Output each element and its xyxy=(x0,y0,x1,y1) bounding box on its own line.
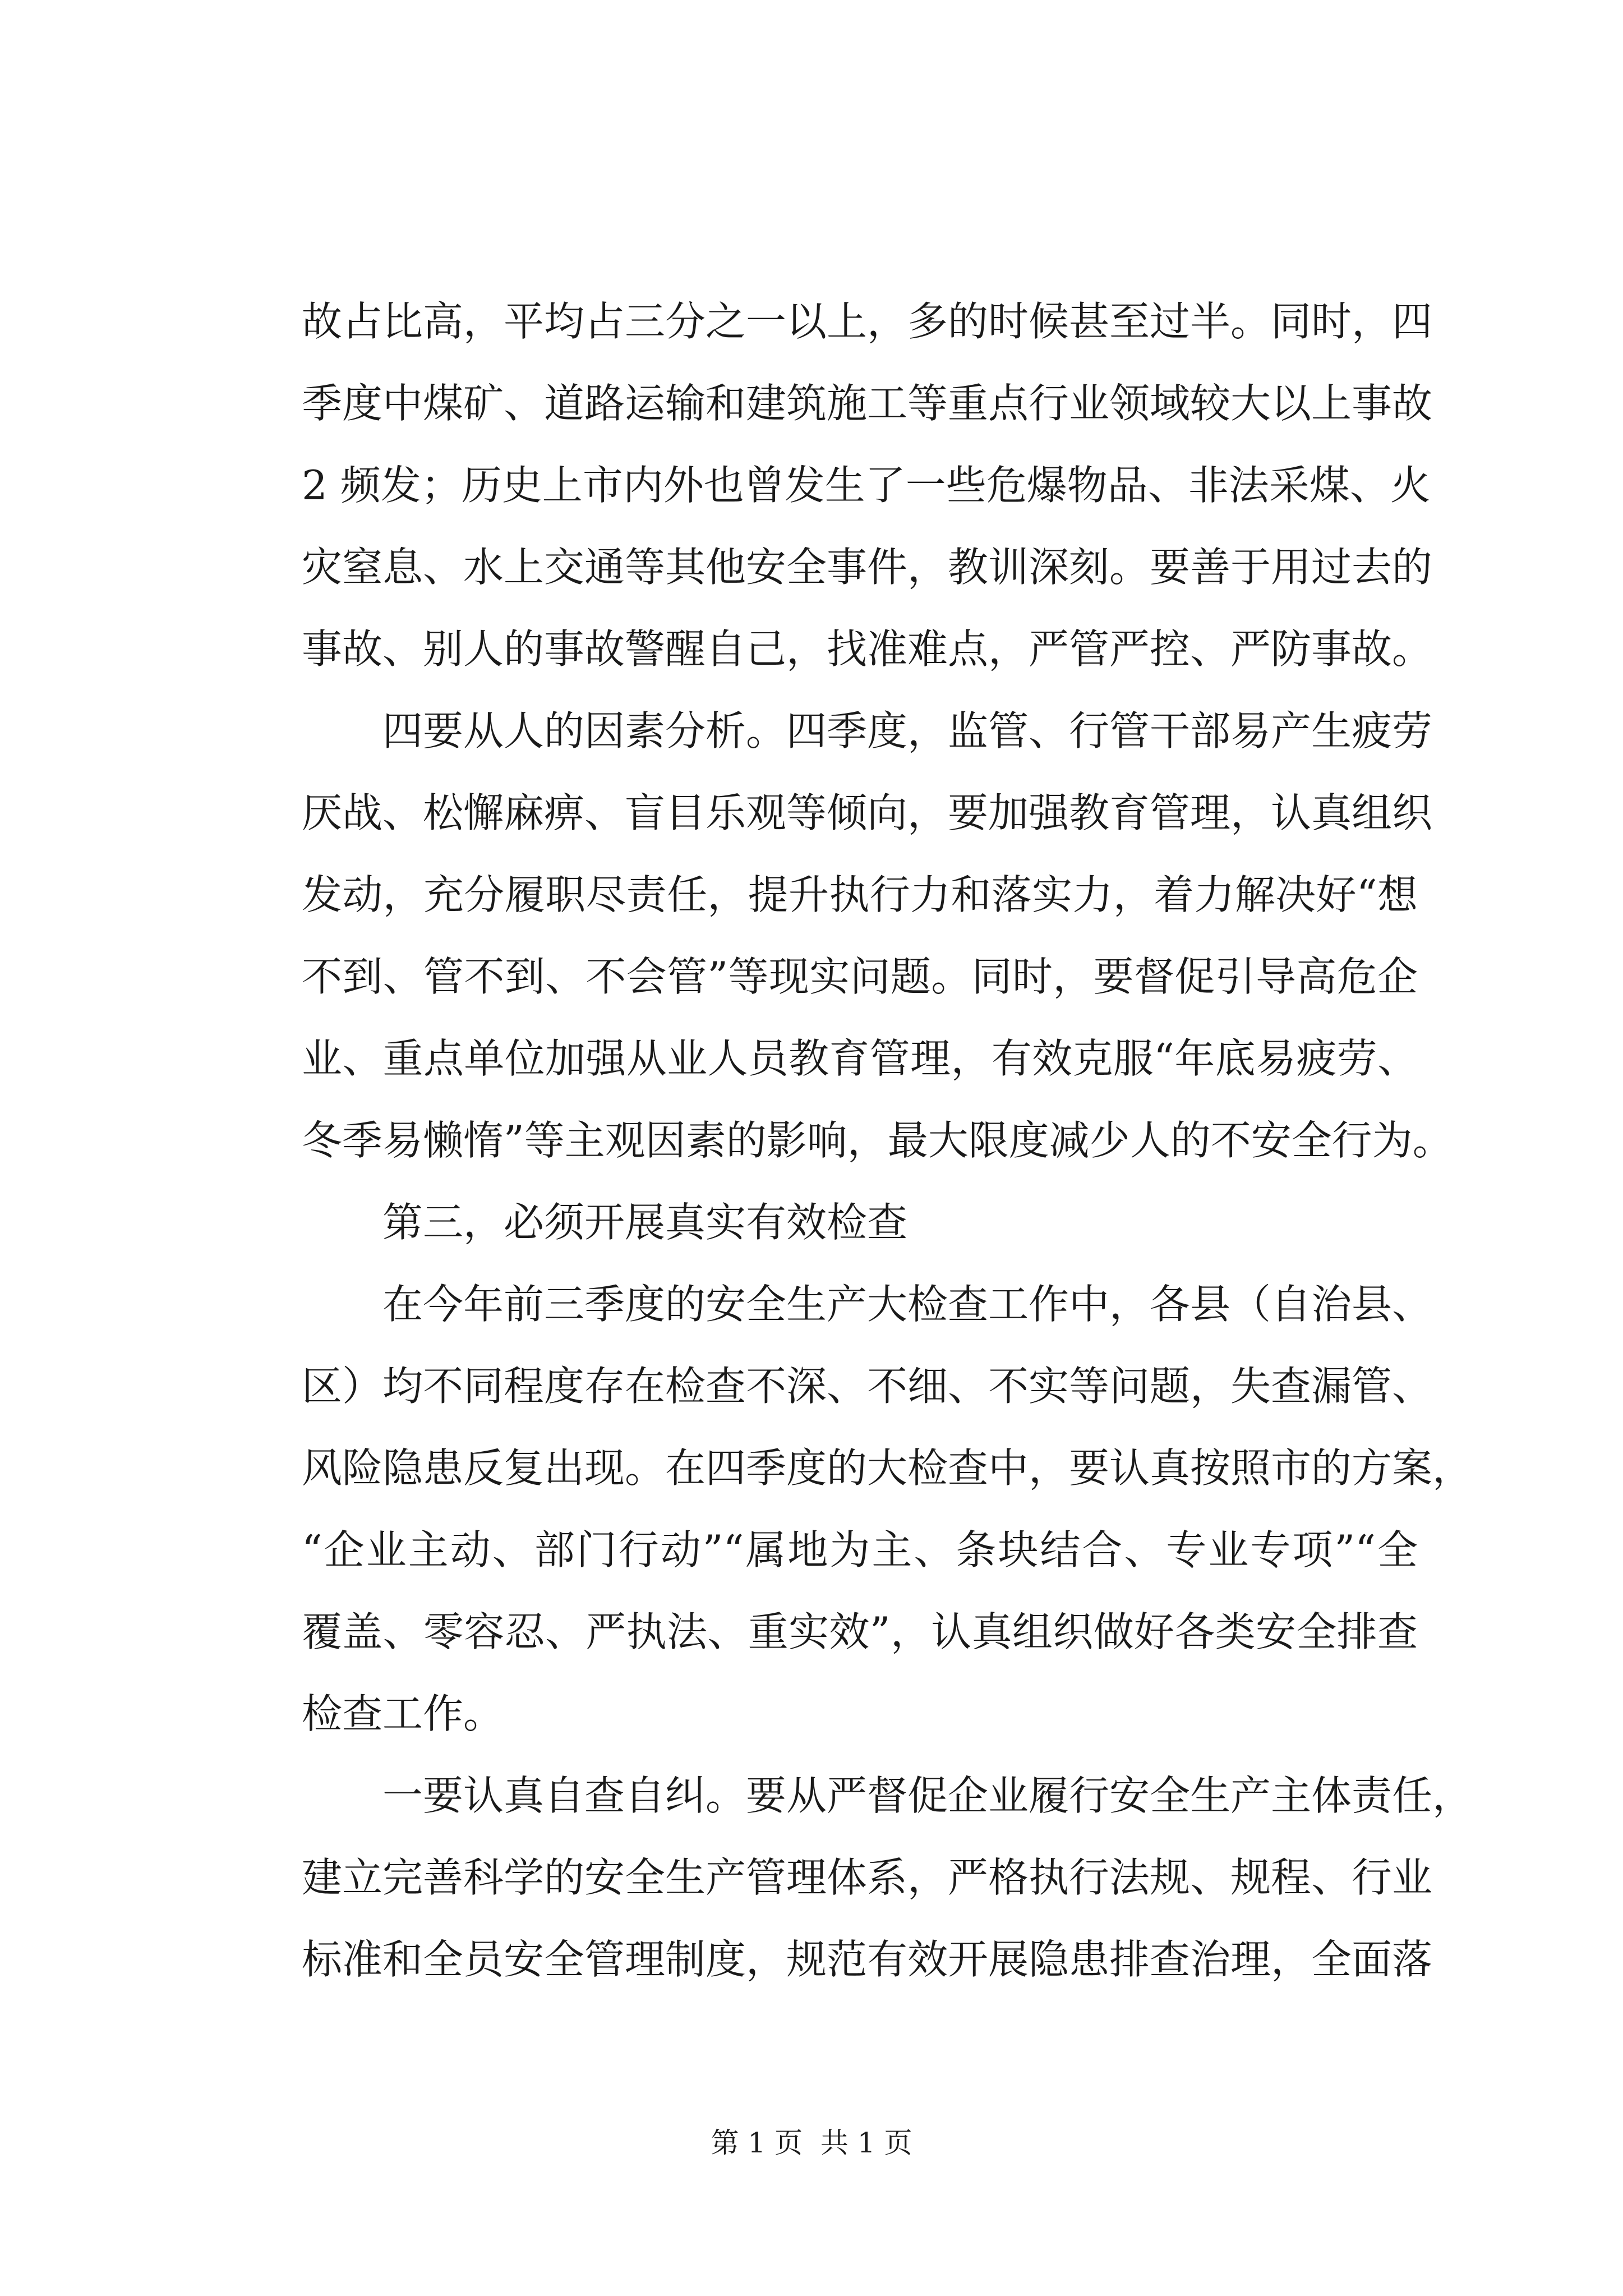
text-line-5: 事故、别人的事故警醒自己，找准难点，严管严控、严防事故。 xyxy=(302,625,1433,673)
text-line-8: 发动，充分履职尽责任，提升执行力和落实力，着力解决好“想 xyxy=(302,871,1418,918)
text-line-21: 标准和全员安全管理制度，规范有效开展隐患排查治理，全面落 xyxy=(302,1936,1433,1983)
text-line-13: 在今年前三季度的安全生产大检查工作中，各县（自治县、 xyxy=(302,1281,1433,1328)
text-line-2: 季度中煤矿、道路运输和建筑施工等重点行业领域较大以上事故 xyxy=(302,380,1433,427)
document-body xyxy=(302,280,1473,2000)
text-line-6: 四要从人的因素分析。四季度，监管、行管干部易产生疲劳 xyxy=(302,707,1433,754)
text-line-20: 建立完善科学的安全生产管理体系，严格执行法规、规程、行业 xyxy=(302,1854,1433,1901)
text-line-9: 不到、管不到、不会管”等现实问题。同时，要督促引导高危企 xyxy=(302,953,1418,1000)
text-line-1: 故占比高，平均占三分之一以上，多的时候甚至过半。同时，四 xyxy=(302,298,1433,345)
text-line-18: 检查工作。 xyxy=(302,1690,504,1737)
text-line-17: 覆盖、零容忍、严执法、重实效”，认真组织做好各类安全排查 xyxy=(302,1608,1418,1655)
text-line-19: 一要认真自查自纠。要从严督促企业履行安全生产主体责任， xyxy=(302,1772,1473,1819)
text-line-7: 厌战、松懈麻痹、盲目乐观等倾向，要加强教育管理，认真组织 xyxy=(302,789,1433,836)
text-line-3: 2 频发；历史上市内外也曾发生了一些危爆物品、非法采煤、火 xyxy=(302,462,1431,509)
text-line-4: 灾窒息、水上交通等其他安全事件，教训深刻。要善于用过去的 xyxy=(302,544,1433,591)
text-line-10: 业、重点单位加强从业人员教育管理，有效克服“年底易疲劳、 xyxy=(302,1035,1418,1082)
text-line-16: “企业主动、部门行动”“属地为主、条块结合、专业专项”“全 xyxy=(302,1526,1418,1573)
page-number: 第 1 页 共 1 页 xyxy=(711,2127,912,2159)
text-line-14: 区）均不同程度存在检查不深、不细、不实等问题，失查漏管、 xyxy=(302,1363,1433,1410)
text-line-11: 冬季易懒惰”等主观因素的影响，最大限度减少人的不安全行为。 xyxy=(302,1117,1453,1164)
section-heading: 第三，必须开展真实有效检查 xyxy=(302,1199,908,1246)
text-line-15: 风险隐患反复出现。在四季度的大检查中，要认真按照市的方案， xyxy=(302,1444,1473,1492)
page-footer xyxy=(0,2120,1623,2165)
